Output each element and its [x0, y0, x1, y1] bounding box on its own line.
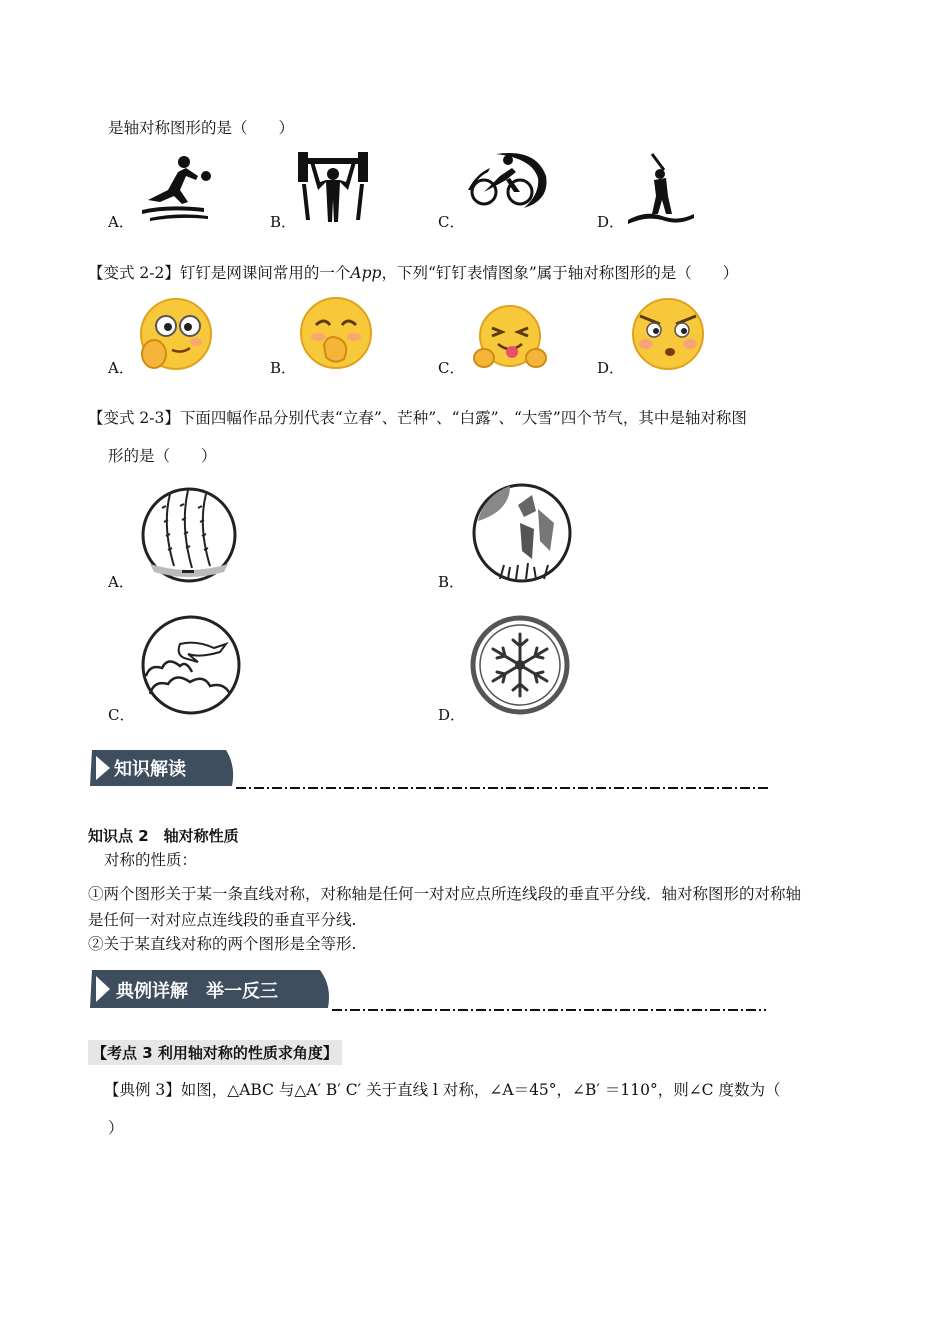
question-stem-continued: 形的是（ ）: [108, 447, 217, 465]
divider: [332, 1009, 766, 1011]
example-stem: 【典例 3】如图，△ABC 与△A′ B′ C′ 关于直线 l 对称，∠A＝45°，∠B′ ＝110°，则∠C 度数为（: [104, 1081, 781, 1099]
cyclist-icon: [466, 150, 550, 212]
option-d-image: [630, 296, 706, 372]
banner-title: 知识解读: [114, 759, 186, 780]
golfer-icon: [626, 152, 696, 224]
option-c-label: C．: [438, 359, 465, 377]
section-banner-knowledge: [88, 748, 238, 788]
option-d-label: D．: [597, 359, 625, 377]
knowledge-intro: 对称的性质：: [104, 851, 198, 869]
knowledge-paragraph-1: ①两个图形关于某一条直线对称，对称轴是任何一对对应点所连线段的垂直平分线．轴对称图形的对称轴: [88, 885, 802, 903]
snowflake-circle-icon: [469, 614, 571, 716]
option-a-label: A．: [108, 213, 134, 231]
stem-suffix: ，下列“钉钉表情图象”属于轴对称图形的是（ ）: [381, 264, 739, 282]
volleyball-player-icon: [138, 150, 214, 222]
shy-emoji-icon: [298, 295, 374, 371]
banner-title: 典例详解 举一反三: [116, 981, 278, 1002]
thinking-emoji-icon: [138, 296, 214, 372]
question-stem: 是轴对称图形的是（ ）: [108, 119, 295, 137]
goose-clouds-circle-icon: [140, 614, 242, 716]
option-a-label: A．: [108, 573, 134, 591]
section-banner-examples: [88, 968, 334, 1010]
question-stem: 【变式 2-3】下面四幅作品分别代表“立春”、芒种”、“白露”、“大雪”四个节气，其中是轴对称图: [88, 409, 747, 427]
option-b-label: B．: [438, 573, 465, 591]
knowledge-paragraph-2: ②关于某直线对称的两个图形是全等形.: [88, 935, 357, 953]
angry-emoji-icon: [630, 296, 706, 372]
topic-label-text: 【考点 3 利用轴对称的性质求角度】: [92, 1044, 338, 1062]
option-b-image: [470, 481, 574, 585]
knowledge-paragraph-1-cont: 是任何一对对应点连线段的垂直平分线.: [88, 911, 357, 929]
weightlifter-icon: [296, 150, 370, 224]
question-stem: [88, 263, 738, 283]
option-c-label: C．: [108, 706, 135, 724]
tongue-emoji-icon: [472, 304, 548, 372]
option-d-label: D．: [597, 213, 625, 231]
option-a-label: A．: [108, 359, 134, 377]
option-d-image: [469, 614, 571, 716]
option-c-label: C．: [438, 213, 465, 231]
divider: [236, 787, 770, 789]
grass-circle-icon: [470, 481, 574, 585]
stem-app: App: [350, 264, 382, 282]
stem-prefix: 【变式 2-2】钉钉是网课间常用的一个: [88, 264, 351, 282]
option-b-image: [296, 150, 370, 224]
option-a-image: [140, 486, 238, 584]
option-c-image: [472, 304, 548, 372]
option-b-label: B．: [270, 213, 297, 231]
option-d-label: D．: [438, 706, 466, 724]
option-b-image: [298, 295, 374, 371]
option-c-image: [140, 614, 242, 716]
option-b-label: B．: [270, 359, 297, 377]
option-a-image: [138, 296, 214, 372]
option-c-image: [466, 150, 550, 212]
knowledge-heading: 知识点 2 轴对称性质: [88, 827, 239, 845]
willow-circle-icon: [140, 486, 238, 584]
topic-label: [88, 1040, 342, 1065]
example-stem-continued: ）: [108, 1119, 124, 1137]
option-d-image: [626, 152, 696, 224]
option-a-image: [138, 150, 214, 222]
